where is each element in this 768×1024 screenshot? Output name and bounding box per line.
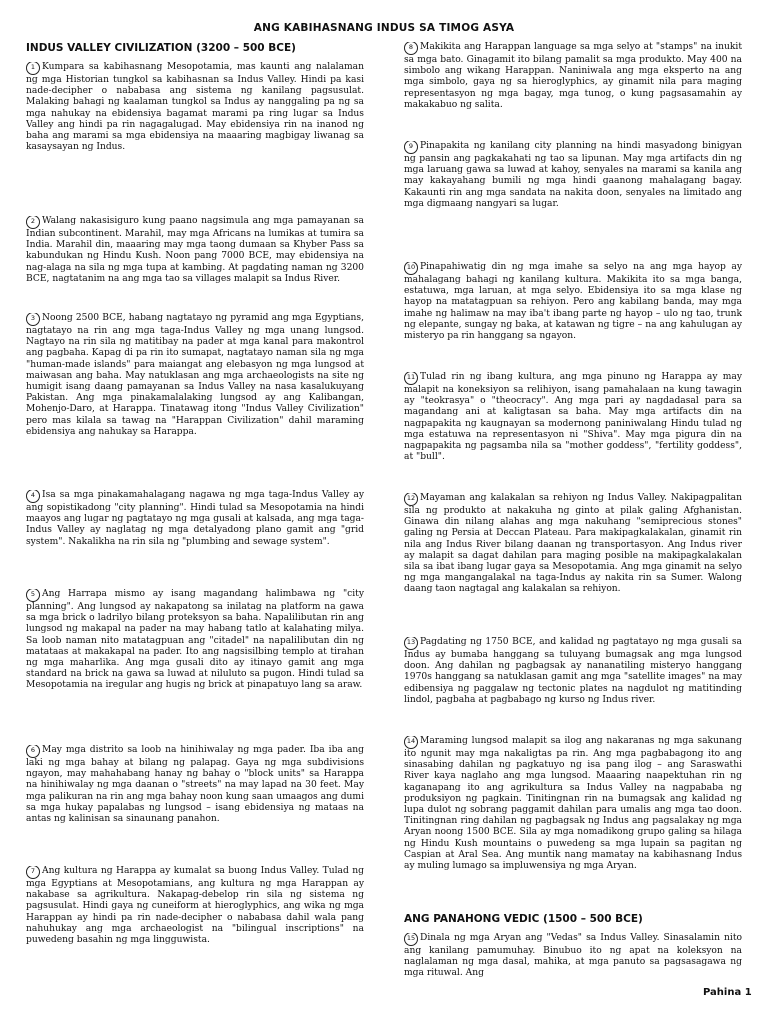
section-heading-vedic: ANG PANAHONG VEDIC (1500 – 500 BCE)	[404, 913, 643, 925]
paragraph	[404, 372, 742, 484]
paragraph	[404, 637, 742, 727]
paragraph	[26, 216, 364, 304]
paragraph	[404, 736, 742, 904]
paragraph-number-badge: 1	[26, 62, 40, 75]
paragraph-number-badge: 14	[404, 736, 418, 749]
paragraph	[26, 62, 364, 207]
paragraph	[26, 313, 364, 481]
paragraph-text: Ang kultura ng Harappa ay kumalat sa buong Indus Valley. Tulad ng mga Egyptians at Mesopotamians, ang kultura ng mga Harappan ay nakabase sa agrikultura. Nakapag-debelop rin sila ng sistema ng pagsusulat. Hindi gaya ng cuneiform at hieroglyphics, ang wika ng mga Harappan ay hindi pa rin nade-decipher o nababasa dahil wala pang nahuhukay ang mga archaeologist na "bilingual inscriptions" na puwedeng basahin ng mga lingguwista.	[26, 866, 364, 946]
paragraph-text: May mga distrito sa loob na hinihiwalay ng mga pader. Iba iba ang laki ng mga bahay at bilang ng palapag. Gaya ng mga subdivisions ngayon, may mahahabang hanay ng bahay o "block units" sa Harappa na hinihiwalay ng mga daanan o "streets" na may lapad na 30 feet. May mga palikuran na rin ang mga bahay noon kung saan umaagos ang dumi sa mga hukay papalabas ng lungsod – isang ebidensiya ng mataas na antas ng kalinisan sa sinaunang panahon.	[26, 745, 364, 825]
paragraph	[26, 866, 364, 966]
left-column	[26, 42, 364, 975]
paragraph	[26, 490, 364, 580]
paragraph-text: Pagdating ng 1750 BCE, and kalidad ng pagtatayo ng mga gusali sa Indus ay bumaba hanggang sa tuluyang bumagsak ang mga lungsod doon. Ang dahilan ng pagbagsak ay nananatiling misteryo hanggang 1970s hanggang sa natuklasan gamit ang mga "satellite images" na may edibensiya ng paggalaw ng tectonic plates na nagdulot ng matitinding lindol, pagbaha at pagbabago ng kurso ng Indus river.	[404, 637, 742, 705]
paragraph	[404, 141, 742, 253]
paragraph	[404, 933, 742, 979]
paragraph-text: Pinapahiwatig din ng mga imahe sa selyo na ang mga hayop ay mahalagang bahagi ng kanilang kultura. Makikita ito sa mga banga, estatuwa, mga laruan, at mga selyo. Ebidensiya ito sa mga klase ng hayop na matatagpuan sa rehiyon. Pero ang kabilang banda, may mga imahe ng halimaw na may iba't ibang parte ng hayop – ulo ng tao, trunk ng elepante, sungay ng baka, at katawan ng tigre – na ang kahulugan ay misteryo pa rin hanggang sa ngayon.	[404, 262, 742, 342]
paragraph-number-badge: 4	[26, 490, 40, 503]
paragraph-number-badge: 8	[404, 42, 418, 55]
paragraph-number-badge: 12	[404, 493, 418, 506]
paragraph	[404, 493, 742, 628]
paragraph-text: Isa sa mga pinakamahalagang nagawa ng mga taga-Indus Valley ay ang sopistikadong "city planning". Hindi tulad sa Mesopotamia na hindi maayos ang lugar ng pagtatayo ng mga gusali at kalsada, ang mga taga-Indus Valley ay naglatag ng mga detalyadong plano gamit ang "grid system". Nakalikha na rin sila ng "plumbing and sewage system".	[26, 490, 364, 547]
paragraph-text: Mayaman ang kalakalan sa rehiyon ng Indus Valley. Nakipagpalitan sila ng produkto at nakakuha ng ginto at pilak galing Afghanistan. Ginawa din nilang alahas ang mga nakuhang "semiprecious stones" galing ng Persia at Deccan Plateau. Para makipagkalakalan, ginamit rin nila ang Indus River bilang daanan ng transportasyon. Ang Indus river ay malapit sa dagat dahilan para maging posible na makipagkalakalan sila sa ibat ibang lugar gaya sa Mesopotamia. Ang mga ginamit na selyo ng mga mangangalakal na taga-Indus ay nakita rin sa Sumer. Walong daang taon nagtagal ang kalakalan sa rehiyon.	[404, 493, 742, 595]
paragraph-text: Walang nakasisiguro kung paano nagsimula ang mga pamayanan sa Indian subcontinent. Marahil, may mga Africans na lumikas at tumira sa India. Marahil din, maaaring may mga taong dumaan sa Khyber Pass sa kabundukan ng Hindu Kush. Noon pang 7000 BCE, may ebidensiya na nag-alaga na sila ng mga tupa at kambing. At pagdating naman ng 3200 BCE, nagtatanim na ang mga tao sa villages malapit sa Indus River.	[26, 216, 364, 284]
paragraph-number-badge: 13	[404, 637, 418, 650]
paragraph-number-badge: 7	[26, 866, 40, 879]
paragraph-number-badge: 11	[404, 372, 418, 385]
paragraph	[26, 589, 364, 736]
paragraph-text: Ang Harrapa mismo ay isang magandang halimbawa ng "city planning". Ang lungsod ay nakapatong sa inilatag na platform na gawa sa mga brick o ladrilyo bilang proteksyon sa baha. Napalilibutan rin ang lungsod ng makapal na pader na may habang tatlo at kalahating milya. Sa loob naman nito matatagpuan ang "citadel" na napalilibutan din ng matataas at makakapal na pader. Ito ang nagsisilbing templo at tirahan ng mga maharlika. Ang mga gusali dito ay itinayo gamit ang mga standard na brick na gawa sa luwad at niluluto sa pugon. Hindi tulad sa Mesopotamia na iregular ang hugis ng brick at pinapatuyo lang sa araw.	[26, 589, 364, 691]
paragraph-number-badge: 5	[26, 589, 40, 602]
paragraph-text: Pinapakita ng kanilang city planning na hindi masyadong binigyan ng pansin ang pagkakahati ng tao sa lipunan. May mga artifacts din ng mga laruang gawa sa luwad at kahoy, senyales na marami sa kanila ang may kakayahang bumili ng mga hindi gaanong mahalagang bagay. Kakaunti rin ang mga sandata na nakita doon, senyales na limitado ang mga digmaang nangyari sa lugar.	[404, 141, 742, 209]
paragraph	[404, 42, 742, 132]
paragraph-text: Tulad rin ng ibang kultura, ang mga pinuno ng Harappa ay may malapit na koneksiyon sa relihiyon, isang pamahalaan na kung tawagin ay "teokrasya" o "theocracy". Ang mga pari ay nagdadasal para sa magandang ani at kaligtasan sa baha. May mga artifacts din na nagpapakita ng kaugnayan sa modernong paniniwalang Hindu tulad ng mga estatuwa na representasyon ni "Shiva". May mga pigura din na nagpapakita ng pagsamba nila sa "mother goddess", "fertility goddess", at "bull".	[404, 372, 742, 463]
paragraph-text: Makikita ang Harappan language sa mga selyo at "stamps" na inukit sa mga bato. Ginagamit ito bilang pamalit sa mga produkto. May 400 na simbolo ang wikang Harappan. Naniniwala ang mga eksperto na ang mga simbolo, gaya ng sa hieroglyphics, ay ginamit nila para maging representasyon ng mga bagay, mga tunog, o kung pagsasamahin ay makakabuo ng salita.	[404, 42, 742, 110]
paragraph-text: Kumpara sa kabihasnang Mesopotamia, mas kaunti ang nalalaman ng mga Historian tungkol sa kabihasnan sa Indus Valley. Hindi pa kasi nade-decipher o nababasa ang sistema ng kanilang pagsusulat. Malaking bahagi ng kaalaman tungkol sa Indus ay nanggaling pa ng sa mga nahukay na ebidensiya bagamat marami pa ring lugar sa Indus Valley ang hindi pa rin nagagalugad. May ebidensiya rin na inanod ng baha ang marami sa mga ebidensiya na maaaring magbigay liwanag sa kasaysayan ng Indus.	[26, 62, 364, 153]
page-number: Pahina 1	[703, 987, 752, 998]
document-title: ANG KABIHASNANG INDUS SA TIMOG ASYA	[253, 22, 515, 34]
paragraph-number-badge: 6	[26, 745, 40, 758]
paragraph-number-badge: 2	[26, 216, 40, 229]
paragraph-text: Noong 2500 BCE, habang nagtatayo ng pyramid ang mga Egyptians, nagtatayo na rin ang mga taga-Indus Valley ng mga unang lungsod. Nagtayo na rin sila ng matitibay na pader at mga kanal para makontrol ang pagbaha. Kapag di pa rin ito sumapat, nagtatayo naman sila ng mga "human-made islands" para maiangat ang elebasyon ng mga lungsod at maiwasan ang baha. May natuklasan ang mga archaeologists na site ng humigit isang daang pamayanan sa Indus Valley na nasa kasalukuyang Pakistan. Ang mga pinakamalalaking lungsod ay ang Kalibangan, Mohenjo-Daro, at Harappa. Tinatawag itong "Indus Valley Civilization" pero mas kilala sa tawag na "Harappan Civilization" dahil maraming ebidensiya ang nahukay sa Harappa.	[26, 313, 364, 437]
paragraph-number-badge: 10	[404, 262, 418, 275]
section-heading-indus-valley: INDUS VALLEY CIVILIZATION (3200 – 500 BCE)	[26, 42, 296, 54]
right-column	[404, 42, 742, 988]
paragraph-number-badge: 3	[26, 313, 40, 326]
paragraph-text: Maraming lungsod malapit sa ilog ang nakaranas ng mga sakunang ito ngunit may mga nakaligtas pa rin. Ang mga pagbabagong ito ang sinasabing dahilan ng pagkatuyo ng isa pang ilog – ang Saraswathi River kaya naglaho ang mga lungsod. Maaaring naapektuhan rin ng kaganapang ito ang agrikultura sa Indus Valley na nagpababa ng produksiyon ng pagkain. Tinitingnan rin na bumagsak ang kalidad ng lupa dulot ng sobrang paggamit dahilan para umalis ang mga tao doon. Tinitingnan ring dahilan ng pagbagsak ng Indus ang pagsalakay ng mga Aryan noong 1500 BCE. Sila ay mga nomadikong grupo galing sa hilaga ng Hindu Kush mountains o puwedeng sa mga lupain sa pagitan ng Caspian at Aral Sea. Ang muntik nang mamatay na kabihasnang Indus ay muling lumago sa impluwensiya ng mga Aryan.	[404, 736, 742, 872]
paragraph	[26, 745, 364, 857]
paragraph	[404, 262, 742, 363]
paragraph-number-badge: 15	[404, 933, 418, 946]
paragraph-text: Dinala ng mga Aryan ang "Vedas" sa Indus Valley. Sinasalamin nito ang kanilang pamumuhay. Binubuo ito ng apat na koleksyon na naglalaman ng mga dasal, mahika, at mga panuto sa pagsasagawa ng mga rituwal. Ang	[404, 933, 742, 979]
paragraph-number-badge: 9	[404, 141, 418, 154]
